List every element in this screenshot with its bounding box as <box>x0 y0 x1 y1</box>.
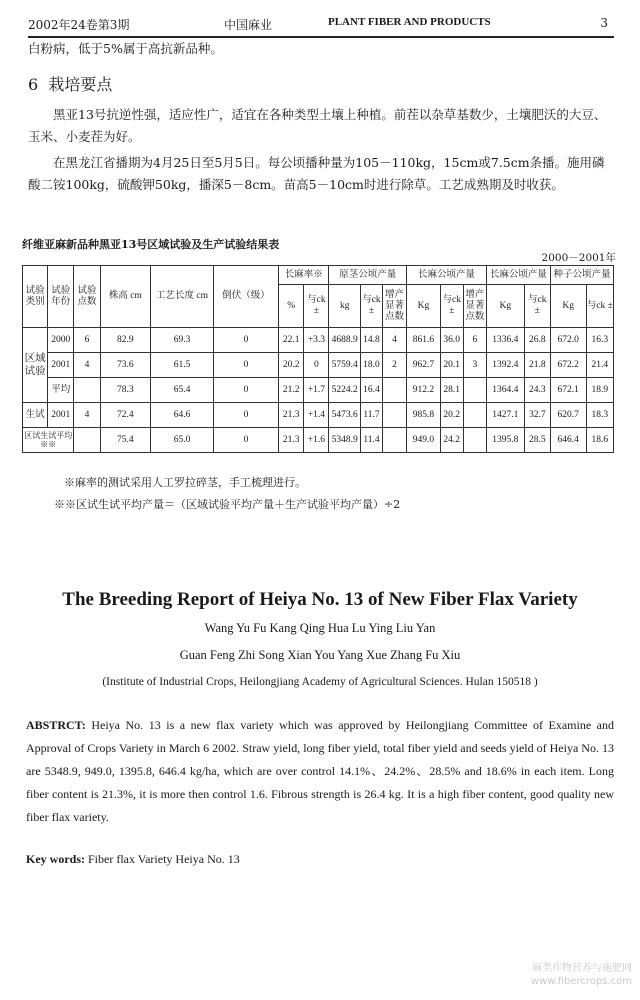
cell-sites <box>74 428 100 453</box>
authors-line-1: Wang Yu Fu Kang Qing Hua Lu Ying Liu Yan <box>204 621 436 635</box>
header-fiber-rate: 长麻率※ <box>279 266 329 285</box>
cell-sites: 6 <box>74 328 100 353</box>
cell-tech-length: 69.3 <box>151 328 214 353</box>
table-row <box>23 403 614 428</box>
cell-fiber-ck: 20.2 <box>440 403 463 428</box>
page-header <box>28 10 614 38</box>
cell-fiber-sig: 3 <box>463 353 486 378</box>
section-heading <box>28 72 112 95</box>
cell-straw-ck: 11.4 <box>360 428 382 453</box>
sub-header-vs-ck: 与ck ± <box>586 285 613 328</box>
paragraph-1: 黑亚13号抗逆性强，适应性广，适宜在各种类型土壤上种植。前茬以杂草基数少，土壤肥沃的大豆、玉米、小麦茬为好。 <box>28 107 607 144</box>
results-table <box>22 265 614 453</box>
cell-seed-ck: 18.6 <box>586 428 613 453</box>
table-note-2: ※※区试生试平均产量＝（区域试验平均产量＋生产试验平均产量）÷2 <box>54 498 401 511</box>
table-note-1: ※麻率的测试采用人工罗拉碎茎，手工梳理进行。 <box>64 476 306 489</box>
keywords <box>26 852 240 867</box>
cell-fiber-sig <box>463 428 486 453</box>
cell-total: 1336.4 <box>486 328 524 353</box>
cell-tech-length: 65.0 <box>151 428 214 453</box>
cell-fiber-rate: 21.3 <box>279 403 304 428</box>
watermark-cn: 麻类作物营养与施肥网 <box>532 963 632 974</box>
sub-header-vs-ck: 与ck ± <box>524 285 550 328</box>
cell-total: 1392.4 <box>486 353 524 378</box>
cell-seed: 672.0 <box>550 328 586 353</box>
table-row <box>23 353 614 378</box>
sub-header-sig: 增产显著点数 <box>382 285 406 328</box>
cell-sites: 4 <box>74 403 100 428</box>
table-row <box>23 328 614 353</box>
cell-sites: 4 <box>74 353 100 378</box>
cell-total: 1395.8 <box>486 428 524 453</box>
cell-fiber-rate-ck: +1.7 <box>304 378 329 403</box>
sub-header-vs-ck: 与ck ± <box>304 285 329 328</box>
table-year-range: 2000－2001年 <box>541 252 616 264</box>
cell-sites <box>74 378 100 403</box>
cell-fiber-ck: 24.2 <box>440 428 463 453</box>
cell-total-ck: 24.3 <box>524 378 550 403</box>
cell-straw-sig <box>382 378 406 403</box>
header-seed-yield: 种子公顷产量 <box>550 266 613 285</box>
cell-fiber-rate: 22.1 <box>279 328 304 353</box>
cell-fiber-rate-ck: +1.4 <box>304 403 329 428</box>
cell-height: 72.4 <box>100 403 150 428</box>
cell-straw: 5224.2 <box>329 378 360 403</box>
cell-fiber-ck: 20.1 <box>440 353 463 378</box>
watermark <box>531 962 632 988</box>
header-straw-yield: 原茎公顷产量 <box>329 266 407 285</box>
cell-fiber-ck: 36.0 <box>440 328 463 353</box>
sub-header-kg: Kg <box>550 285 586 328</box>
cell-trial-type: 区试生试平均※※ <box>23 428 74 453</box>
cell-lodging: 0 <box>214 403 279 428</box>
cell-straw-sig: 2 <box>382 353 406 378</box>
cell-seed-ck: 16.3 <box>586 328 613 353</box>
abstract <box>26 714 614 829</box>
cell-lodging: 0 <box>214 328 279 353</box>
cell-straw-ck: 16.4 <box>360 378 382 403</box>
cell-seed-ck: 18.3 <box>586 403 613 428</box>
section-number: 6 <box>28 75 39 94</box>
cell-total: 1427.1 <box>486 403 524 428</box>
sub-header-kg: Kg <box>407 285 441 328</box>
english-title: The Breeding Report of Heiya No. 13 of New Fiber Flax Variety <box>62 589 578 610</box>
sub-header-vs-ck: 与ck ± <box>360 285 382 328</box>
cell-straw-sig <box>382 403 406 428</box>
cell-fiber-rate-ck: 0 <box>304 353 329 378</box>
cell-trial-type: 生试 <box>23 403 48 428</box>
sub-header-vs-ck: 与ck ± <box>440 285 463 328</box>
cell-height: 73.6 <box>100 353 150 378</box>
cell-seed-ck: 18.9 <box>586 378 613 403</box>
cell-lodging: 0 <box>214 353 279 378</box>
cell-tech-length: 65.4 <box>151 378 214 403</box>
header-tech-length: 工艺长度 cm <box>151 266 214 328</box>
cell-fiber-sig <box>463 403 486 428</box>
journal-name-cn: 中国麻业 <box>224 18 273 32</box>
cell-straw-ck: 14.8 <box>360 328 382 353</box>
section-title: 栽培要点 <box>48 75 113 94</box>
cell-fiber-rate-ck: +3.3 <box>304 328 329 353</box>
institute: (Institute of Industrial Crops, Heilongjiang Academy of Agricultural Sciences. Hulan 150518 ) <box>102 676 538 688</box>
cell-fiber: 949.0 <box>407 428 441 453</box>
table-row <box>23 428 614 453</box>
cell-height: 82.9 <box>100 328 150 353</box>
header-lodging: 倒伏（级） <box>214 266 279 328</box>
cell-straw-sig: 4 <box>382 328 406 353</box>
sub-header-kg: Kg <box>486 285 524 328</box>
paragraph-2: 在黑龙江省播期为4月25日至5月5日。每公顷播种量为105－110kg，15cm或7.5cm条播。施用磷酸二铵100kg，硫酸钾50kg，播深5－8cm。苗高5－10cm时进行除草。工艺成熟期及时收获。 <box>28 155 605 192</box>
header-sites: 试验点数 <box>74 266 100 328</box>
table-title: 纤维亚麻新品种黑亚13号区域试验及生产试验结果表 <box>22 238 280 251</box>
page-number: 3 <box>600 16 608 30</box>
cell-height: 75.4 <box>100 428 150 453</box>
cell-height: 78.3 <box>100 378 150 403</box>
cell-tech-length: 61.5 <box>151 353 214 378</box>
sub-header-sig: 增产显著点数 <box>463 285 486 328</box>
cell-fiber-rate: 21.2 <box>279 378 304 403</box>
header-total-fiber: 长麻公顷产量 <box>486 266 550 285</box>
keywords-text: Fiber flax Variety Heiya No. 13 <box>88 852 240 866</box>
cell-seed: 620.7 <box>550 403 586 428</box>
cell-straw-ck: 11.7 <box>360 403 382 428</box>
cell-straw: 5759.4 <box>329 353 360 378</box>
authors-line-2: Guan Feng Zhi Song Xian You Yang Xue Zhang Fu Xiu <box>179 648 461 662</box>
cell-seed-ck: 21.4 <box>586 353 613 378</box>
cell-fiber-sig: 6 <box>463 328 486 353</box>
cell-seed: 646.4 <box>550 428 586 453</box>
group-label-regional: 区域试验 <box>23 328 48 403</box>
cell-straw-sig <box>382 428 406 453</box>
cell-fiber: 962.7 <box>407 353 441 378</box>
header-trial-type: 试验类别 <box>23 266 48 328</box>
cell-straw: 5473.6 <box>329 403 360 428</box>
cell-fiber: 912.2 <box>407 378 441 403</box>
table-row <box>23 378 614 403</box>
cell-total-ck: 21.8 <box>524 353 550 378</box>
issue-info: 2002年24卷第3期 <box>28 18 130 32</box>
sub-header-kg: kg <box>329 285 360 328</box>
journal-name-en: PLANT FIBER AND PRODUCTS <box>328 16 491 28</box>
cell-year: 2001 <box>48 403 74 428</box>
keywords-label: Key words: <box>26 852 85 866</box>
cell-year: 平均 <box>48 378 74 403</box>
cell-total: 1364.4 <box>486 378 524 403</box>
cell-year: 2000 <box>48 328 74 353</box>
header-fiber-yield: 长麻公顷产量 <box>407 266 487 285</box>
header-year: 试验年份 <box>48 266 74 328</box>
abstract-label: ABSTRCT: <box>26 718 86 732</box>
abstract-text: Heiya No. 13 is a new flax variety which was approved by Heilongjiang Committee of Examine and Approval of Crops Variety in March 6 2002. Straw yield, long fiber yield, total fiber yield and seeds yield of Heiya No. 13 are 5348.9, 949.0, 1395.8, 646.4 kg/ha, which are over control 14.1%、24.2%、28.5% and 18.6% in each item. Long fiber content is 21.3%, it is more then control 1.6. Fibrous strength is 26.4 kg. It is a high fiber content, good quality new fiber flax variety. <box>26 718 615 824</box>
cell-straw-ck: 18.0 <box>360 353 382 378</box>
cell-fiber-rate: 21.3 <box>279 428 304 453</box>
cell-fiber-sig <box>463 378 486 403</box>
cell-fiber-rate: 20.2 <box>279 353 304 378</box>
cell-total-ck: 28.5 <box>524 428 550 453</box>
cell-fiber-ck: 28.1 <box>440 378 463 403</box>
watermark-url: www.fibercrops.com <box>530 976 632 987</box>
cell-fiber-rate-ck: +1.6 <box>304 428 329 453</box>
cell-straw: 5348.9 <box>329 428 360 453</box>
sub-header-pct: % <box>279 285 304 328</box>
cell-total-ck: 26.8 <box>524 328 550 353</box>
cell-lodging: 0 <box>214 378 279 403</box>
cell-seed: 672.1 <box>550 378 586 403</box>
cell-fiber: 861.6 <box>407 328 441 353</box>
cell-year: 2001 <box>48 353 74 378</box>
cell-total-ck: 32.7 <box>524 403 550 428</box>
cell-lodging: 0 <box>214 428 279 453</box>
cell-straw: 4688.9 <box>329 328 360 353</box>
cell-tech-length: 64.6 <box>151 403 214 428</box>
intro-line: 白粉病，低于5%属于高抗新品种。 <box>28 41 223 56</box>
cell-seed: 672.2 <box>550 353 586 378</box>
cell-fiber: 985.8 <box>407 403 441 428</box>
header-height: 株高 cm <box>100 266 150 328</box>
